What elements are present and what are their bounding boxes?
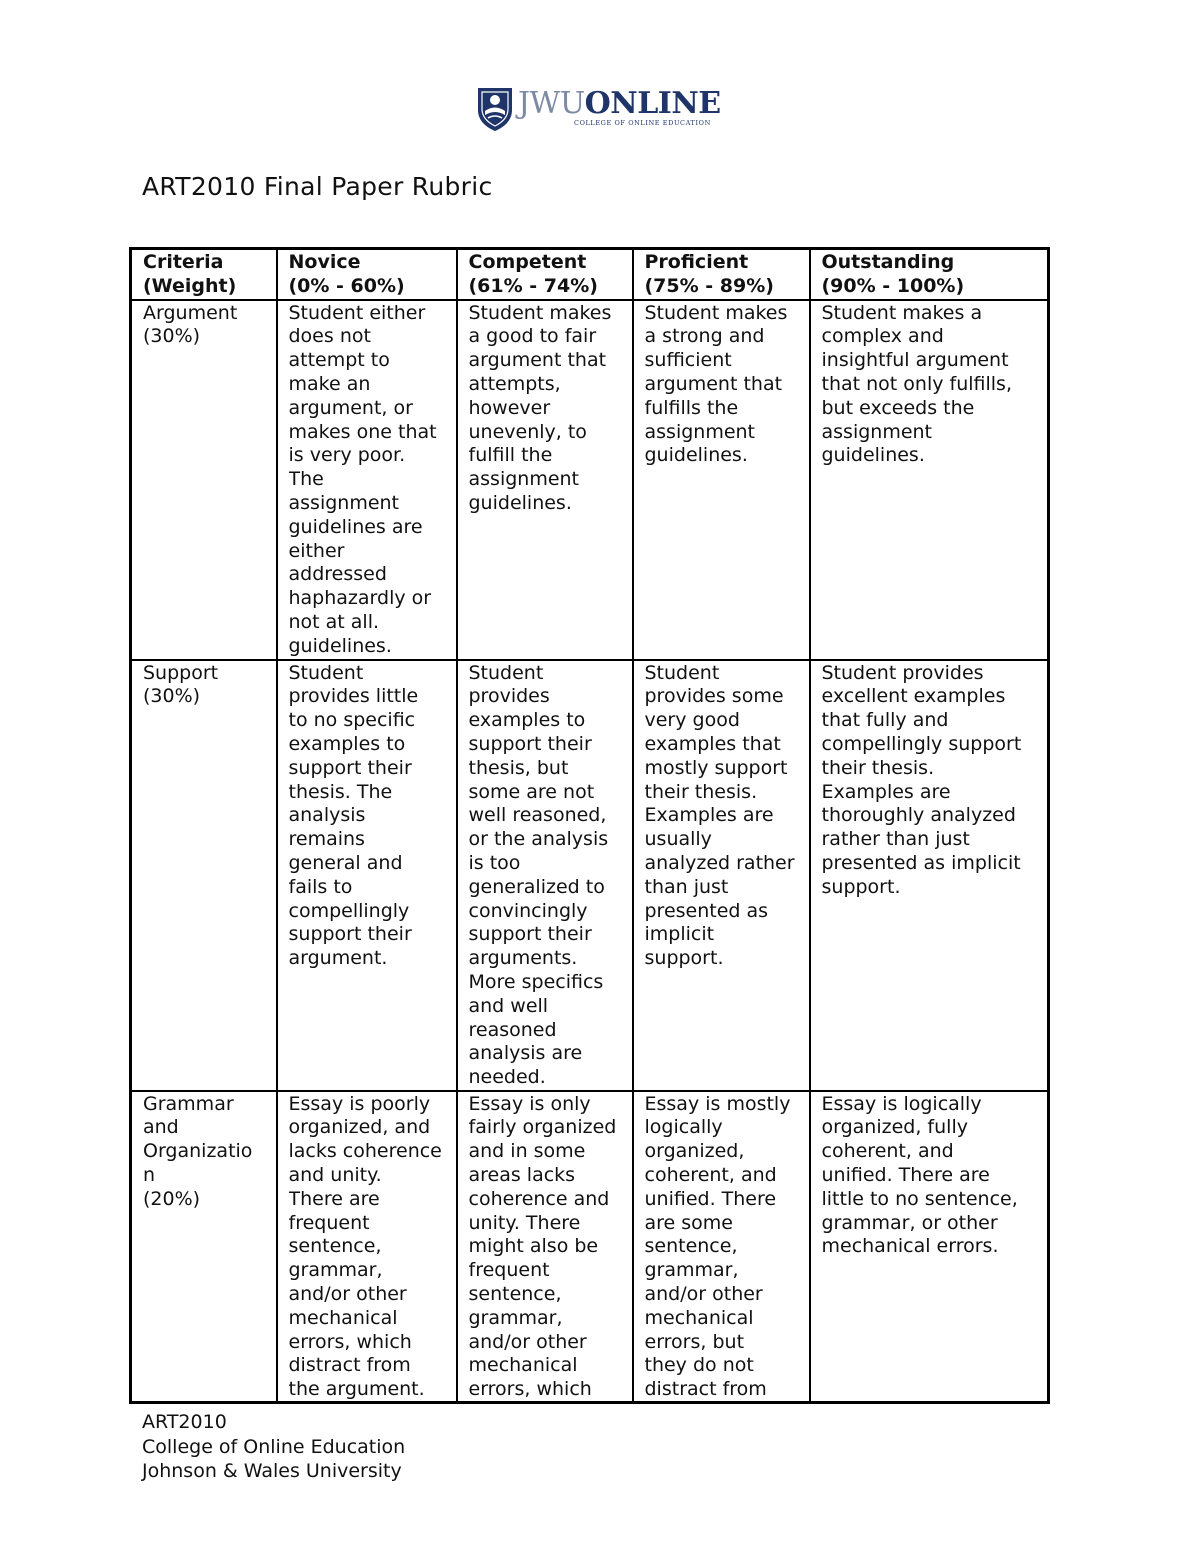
cell-text-line: fails to [288, 875, 353, 898]
table-row [131, 300, 1049, 660]
cell-text-line: general and [288, 851, 403, 874]
cell-text-line: Organizatio [143, 1140, 253, 1163]
cell-text-line: frequent [288, 1211, 370, 1234]
cell-text-line: grammar, [644, 1259, 739, 1282]
cell-text-line: grammar, [468, 1306, 563, 1329]
cell-text-line: More specifics [468, 970, 604, 993]
cell-text-line: The [288, 468, 324, 491]
cell-text-line: arguments. [468, 947, 578, 970]
cell-text-line: support. [821, 875, 901, 898]
cell-text-line: support their [288, 923, 412, 946]
cell-text-line: implicit [644, 923, 715, 946]
cell-text-line: and unity. [288, 1163, 382, 1186]
cell-text-line: organized, fully [821, 1116, 968, 1139]
cell-text-line: remains [288, 828, 365, 851]
cell-text-line: excellent examples [821, 685, 1006, 708]
cell-text-line: Essay is mostly [644, 1092, 791, 1115]
cell-text-line: presented as implicit [821, 851, 1021, 874]
cell-text-line: argument that [468, 349, 607, 372]
cell-text-line: and [143, 1116, 179, 1139]
cell-text-line: Student makes [468, 301, 612, 324]
cell-text-line: is too [468, 851, 521, 874]
cell-text-line: (30%) [143, 325, 201, 348]
cell-text-line: guidelines. [288, 634, 392, 657]
cell-text-line: Student [288, 661, 364, 684]
cell-text-line: does not [288, 325, 371, 348]
cell-text-line: Essay is logically [821, 1092, 982, 1115]
cell-text-line: examples to [468, 709, 586, 732]
cell-text-line: Student makes a [821, 301, 983, 324]
header-criteria: Criteria (Weight) [131, 249, 277, 300]
header-competent: Competent (61% - 74%) [457, 249, 633, 300]
document-title: ART2010 Final Paper Rubric [142, 172, 493, 201]
cell-text-line: and/or other [288, 1282, 407, 1305]
cell-text-line: needed. [468, 1066, 546, 1089]
cell-text-line: and in some [468, 1140, 586, 1163]
cell-text-line: distract from [288, 1354, 411, 1377]
cell-text-line: generalized to [468, 875, 605, 898]
cell-text-line: but exceeds the [821, 396, 975, 419]
cell-text-line: attempts, [468, 372, 561, 395]
outstanding-cell [810, 660, 1049, 1091]
cell-text-line: guidelines. [644, 444, 748, 467]
cell-text-line: examples to [288, 732, 406, 755]
cell-text-line: sentence, [468, 1282, 562, 1305]
cell-text-line: thoroughly analyzed [821, 804, 1016, 827]
cell-text-line: addressed [288, 563, 387, 586]
cell-text-line: errors, but [644, 1330, 745, 1353]
cell-text-line: There are [288, 1187, 380, 1210]
cell-text-line: examples that [644, 732, 781, 755]
cell-text-line: are some [644, 1211, 733, 1234]
jwu-online-logo [476, 82, 726, 134]
cell-text-line: rather than just [821, 828, 970, 851]
cell-text-line: compellingly support [821, 732, 1022, 755]
cell-text-line: fairly organized [468, 1116, 617, 1139]
cell-text-line: argument that [644, 372, 783, 395]
cell-text-line: lacks coherence [288, 1140, 442, 1163]
cell-text-line: mostly support [644, 756, 788, 779]
cell-text-line: coherent, and [644, 1163, 777, 1186]
cell-text-line: the argument. [288, 1378, 425, 1399]
cell-text-line: support their [468, 923, 592, 946]
cell-text-line: analyzed rather [644, 851, 795, 874]
cell-text-line: (30%) [143, 685, 201, 708]
cell-text-line: their thesis. [644, 780, 758, 803]
cell-text-line: assignment [468, 468, 580, 491]
novice-cell [277, 1091, 457, 1403]
cell-text-line: areas lacks [468, 1163, 576, 1186]
header-row [131, 249, 1049, 300]
cell-text-line: provides little [288, 685, 419, 708]
outstanding-cell [810, 1091, 1049, 1403]
table-row [131, 1091, 1049, 1403]
cell-text-line: makes one that [288, 420, 437, 443]
proficient-cell [633, 660, 810, 1091]
cell-text-line: sentence, [288, 1235, 382, 1258]
cell-text-line: argument. [288, 947, 388, 970]
cell-text-line: thesis, but [468, 756, 569, 779]
cell-text-line: compellingly [288, 899, 410, 922]
cell-text-line: might also be [468, 1235, 599, 1258]
proficient-cell [633, 1091, 810, 1403]
page-footer [142, 1410, 405, 1484]
cell-text-line: either [288, 539, 345, 562]
cell-text-line: guidelines. [821, 444, 925, 467]
cell-text-line: assignment [821, 420, 933, 443]
footer-course: ART2010 [142, 1411, 227, 1433]
rubric-table [129, 247, 1050, 1404]
cell-text-line: logically [644, 1116, 723, 1139]
cell-text-line: very good [644, 709, 740, 732]
criteria-cell [131, 300, 277, 660]
cell-text-line: Examples are [821, 780, 951, 803]
cell-text-line: Student provides [821, 661, 984, 684]
cell-text-line: organized, and [288, 1116, 431, 1139]
criteria-cell [131, 1091, 277, 1403]
cell-text-line: thesis. The [288, 780, 393, 803]
cell-text-line: a good to fair [468, 325, 597, 348]
cell-text-line: insightful argument [821, 349, 1009, 372]
cell-text-line: Student makes [644, 301, 788, 324]
novice-cell [277, 660, 457, 1091]
cell-text-line: Essay is only [468, 1092, 591, 1115]
cell-text-line: analysis are [468, 1042, 583, 1065]
footer-college: College of Online Education [142, 1435, 406, 1458]
cell-text-line: usually [644, 828, 712, 851]
cell-text-line: provides [468, 685, 550, 708]
cell-text-line: Support [143, 661, 219, 684]
cell-text-line: attempt to [288, 349, 390, 372]
cell-text-line: mechanical errors. [821, 1235, 999, 1258]
cell-text-line: grammar, [288, 1259, 383, 1282]
proficient-cell [633, 300, 810, 660]
logo-wordmark: JWUONLINE [518, 86, 721, 122]
cell-text-line: is very poor. [288, 444, 406, 467]
cell-text-line: provides some [644, 685, 784, 708]
cell-text-line: reasoned [468, 1018, 557, 1041]
competent-cell [457, 300, 633, 660]
competent-cell [457, 660, 633, 1091]
outstanding-cell [810, 300, 1049, 660]
cell-text-line: organized, [644, 1140, 745, 1163]
cell-text-line: however [468, 396, 551, 419]
cell-text-line: assignment [644, 420, 756, 443]
cell-text-line: complex and [821, 325, 944, 348]
cell-text-line: Examples are [644, 804, 774, 827]
novice-cell [277, 300, 457, 660]
cell-text-line: support their [468, 732, 592, 755]
cell-text-line: to no specific [288, 709, 416, 732]
logo-subtitle: COLLEGE OF ONLINE EDUCATION [574, 119, 711, 128]
cell-text-line: a strong and [644, 325, 765, 348]
cell-text-line: and/or other [468, 1330, 587, 1353]
header-novice: Novice (0% - 60%) [277, 249, 457, 300]
cell-text-line: sentence, [644, 1235, 738, 1258]
cell-text-line: coherence and [468, 1187, 610, 1210]
criteria-cell [131, 660, 277, 1091]
cell-text-line: mechanical [468, 1354, 578, 1377]
cell-text-line: guidelines. [468, 491, 572, 514]
cell-text-line: unified. There [644, 1187, 777, 1210]
cell-text-line: that not only fulfills, [821, 372, 1012, 395]
cell-text-line: Essay is poorly [288, 1092, 431, 1115]
cell-text-line: assignment [288, 491, 400, 514]
cell-text-line: coherent, and [821, 1140, 954, 1163]
cell-text-line: well reasoned, [468, 804, 607, 827]
cell-text-line: mechanical [288, 1306, 398, 1329]
competent-cell [457, 1091, 633, 1403]
cell-text-line: make an [288, 372, 371, 395]
cell-text-line: unity. There [468, 1211, 581, 1234]
cell-text-line: support. [644, 947, 724, 970]
cell-text-line: fulfills the [644, 396, 739, 419]
cell-text-line: presented as [644, 899, 769, 922]
cell-text-line: unified. There are [821, 1163, 990, 1186]
cell-text-line: support their [288, 756, 412, 779]
cell-text-line: Argument [143, 301, 238, 324]
cell-text-line: or the analysis [468, 828, 609, 851]
cell-text-line: guidelines are [288, 515, 423, 538]
cell-text-line: analysis [288, 804, 366, 827]
cell-text-line: (20%) [143, 1187, 201, 1210]
cell-text-line: Student [644, 661, 720, 684]
cell-text-line: than just [644, 875, 729, 898]
cell-text-line: Student [468, 661, 544, 684]
cell-text-line: and/or other [644, 1282, 763, 1305]
cell-text-line: some are not [468, 780, 595, 803]
cell-text-line: Student either [288, 301, 426, 324]
cell-text-line: and well [468, 994, 549, 1017]
cell-text-line: little to no sentence, [821, 1187, 1018, 1210]
cell-text-line: unevenly, to [468, 420, 587, 443]
cell-text-line: argument, or [288, 396, 413, 419]
footer-university: Johnson & Wales University [142, 1460, 402, 1482]
cell-text-line: that fully and [821, 709, 949, 732]
cell-text-line: Grammar [143, 1092, 234, 1115]
university-seal-icon [476, 84, 514, 132]
cell-text-line: grammar, or other [821, 1211, 998, 1234]
cell-text-line: not at all. [288, 610, 380, 633]
header-proficient: Proficient (75% - 89%) [633, 249, 810, 300]
cell-text-line: sufficient [644, 349, 732, 372]
cell-text-line: errors, which [468, 1378, 592, 1399]
cell-text-line: fulfill the [468, 444, 553, 467]
header-outstanding: Outstanding (90% - 100%) [810, 249, 1049, 300]
cell-text-line: their thesis. [821, 756, 935, 779]
cell-text-line: frequent [468, 1259, 550, 1282]
cell-text-line: convincingly [468, 899, 588, 922]
cell-text-line: n [143, 1163, 156, 1186]
cell-text-line: errors, which [288, 1330, 412, 1353]
cell-text-line: they do not [644, 1354, 754, 1377]
cell-text-line: mechanical [644, 1306, 754, 1329]
cell-text-line: haphazardly or [288, 587, 432, 610]
table-row [131, 660, 1049, 1091]
cell-text-line: distract from [644, 1378, 767, 1399]
